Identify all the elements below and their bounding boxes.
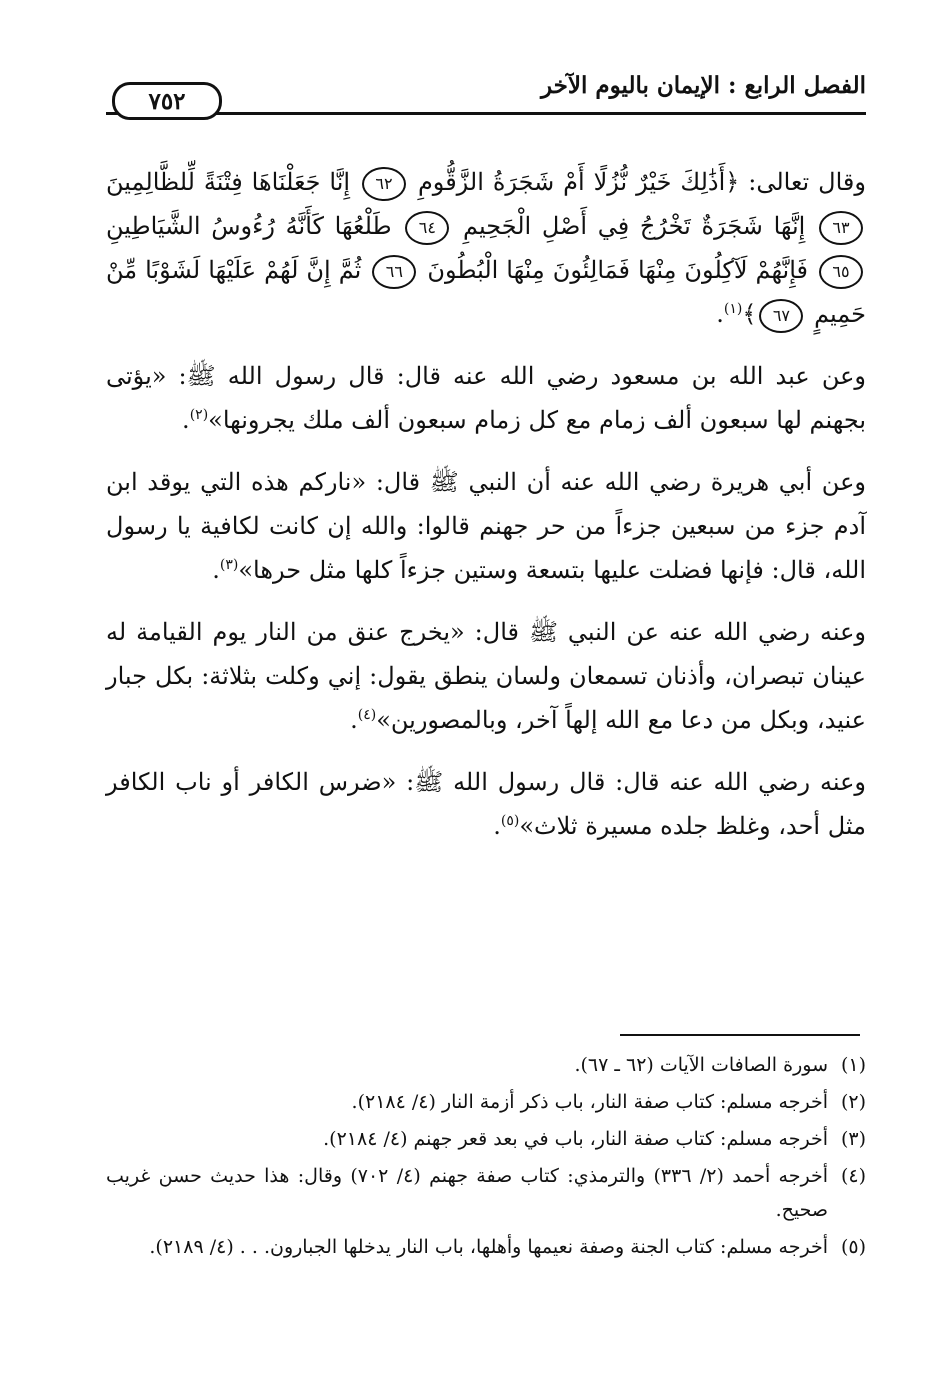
footnote-text: أخرجه مسلم: كتاب صفة النار، باب ذكر أزمة النار (٤/ ٢١٨٤). — [351, 1091, 828, 1113]
header-rule — [106, 112, 866, 115]
quran-paragraph — [106, 160, 866, 336]
footnote-ref: (٣) — [219, 557, 239, 573]
footnote-ref: (٤) — [357, 707, 377, 723]
footnote-ref: (٢) — [189, 407, 209, 423]
sentence-end: . — [716, 300, 724, 328]
hadith-text: وعن عبد الله بن مسعود رضي الله عنه قال: قال رسول الله ﷺ: «يؤتى بجهنم لها سبعون ألف زمام مع كل زمام سبعون ألف ملك يجرونها» — [106, 362, 866, 434]
ayah-marker: ٦٤ — [405, 211, 449, 245]
footnote-text: أخرجه مسلم: كتاب الجنة وصفة نعيمها وأهلها، باب النار يدخلها الجبارون. . . (٤/ ٢١٨٩). — [149, 1236, 828, 1258]
footnote — [106, 1230, 866, 1264]
sentence-end: . — [350, 706, 358, 734]
chapter-title: الفصل الرابع : الإيمان باليوم الآخر — [540, 72, 866, 99]
footnote — [106, 1085, 866, 1119]
hadith-paragraph — [106, 354, 866, 442]
footnote-ref: (٥) — [500, 813, 520, 829]
sentence-end: . — [182, 406, 190, 434]
hadith-text: وعنه رضي الله عنه قال: قال رسول الله ﷺ: «ضرس الكافر أو ناب الكافر مثل أحد، وغلظ جلده مسيرة ثلاث» — [106, 768, 867, 840]
quran-verse: فَإِنَّهُمْ لَآكِلُونَ مِنْهَا فَمَالِئُونَ مِنْهَا الْبُطُونَ — [427, 256, 808, 284]
footnote-number: (١) — [840, 1054, 866, 1076]
hadith-paragraph — [106, 610, 866, 742]
quran-verse: ثُمَّ إِنَّ لَهُمْ عَلَيْهَا لَشَوْبًا مِّنْ حَمِيمٍ — [106, 256, 866, 328]
quran-verse: طَلْعُهَا كَأَنَّهُ رُءُوسُ الشَّيَاطِينِ — [106, 212, 392, 240]
quran-intro: وقال تعالى: — [739, 168, 866, 196]
quran-verse: إِنَّهَا شَجَرَةٌ تَخْرُجُ فِي أَصْلِ الْجَحِيمِ — [463, 212, 806, 240]
footnote — [106, 1159, 866, 1227]
hadith-text: وعن أبي هريرة رضي الله عنه أن النبي ﷺ قال: «ناركم هذه التي يوقد ابن آدم جزء من سبعين جزءاً من حر جهنم قالوا: والله إن كانت لكافية يا رسول الله، قال: فإنها فضلت عليها بتسعة وستين جزءاً كلها مثل حرها» — [106, 468, 866, 584]
footnotes — [106, 1048, 866, 1267]
footnote-ref: (١) — [723, 301, 743, 317]
footnote-text: أخرجه أحمد (٢/ ٣٣٦) والترمذي: كتاب صفة جهنم (٤/ ٧٠٢) وقال: هذا حديث حسن غريب صحيح. — [106, 1165, 828, 1221]
footnote — [106, 1048, 866, 1082]
footnote-number: (٥) — [840, 1236, 866, 1258]
ayah-marker: ٦٧ — [759, 299, 803, 333]
sentence-end: . — [493, 812, 501, 840]
quran-verse: ﴿أَذَٰلِكَ خَيْرٌ نُّزُلًا أَمْ شَجَرَةُ الزَّقُّومِ — [417, 168, 740, 196]
quran-verse: إِنَّا جَعَلْنَاهَا فِتْنَةً لِّلظَّالِمِينَ — [106, 168, 351, 196]
quran-close-bracket: ﴾ — [742, 300, 757, 328]
footnote — [106, 1122, 866, 1156]
sentence-end: . — [212, 556, 220, 584]
footnote-text: أخرجه مسلم: كتاب صفة النار، باب في بعد قعر جهنم (٤/ ٢١٨٤). — [323, 1128, 828, 1150]
footnote-number: (٣) — [840, 1128, 866, 1150]
footnote-number: (٤) — [840, 1165, 866, 1187]
ayah-marker: ٦٥ — [819, 255, 863, 289]
hadith-text: وعنه رضي الله عنه عن النبي ﷺ قال: «يخرج عنق من النار يوم القيامة له عينان تبصران، وأذنان تسمعان ولسان ينطق يقول: إني وكلت بثلاثة: بكل جبار عنيد، وبكل من دعا مع الله إلهاً آخر، وبالمصورين» — [106, 618, 866, 734]
hadith-paragraph — [106, 760, 866, 848]
footnote-number: (٢) — [840, 1091, 866, 1113]
footnote-separator — [620, 1034, 860, 1036]
ayah-marker: ٦٦ — [372, 255, 416, 289]
page-number: ٧٥٢ — [112, 82, 222, 120]
ayah-marker: ٦٢ — [362, 167, 406, 201]
hadith-paragraph — [106, 460, 866, 592]
footnote-text: سورة الصافات الآيات (٦٢ ـ ٦٧). — [574, 1054, 828, 1076]
main-text — [106, 160, 866, 866]
page-header — [106, 70, 866, 124]
ayah-marker: ٦٣ — [819, 211, 863, 245]
